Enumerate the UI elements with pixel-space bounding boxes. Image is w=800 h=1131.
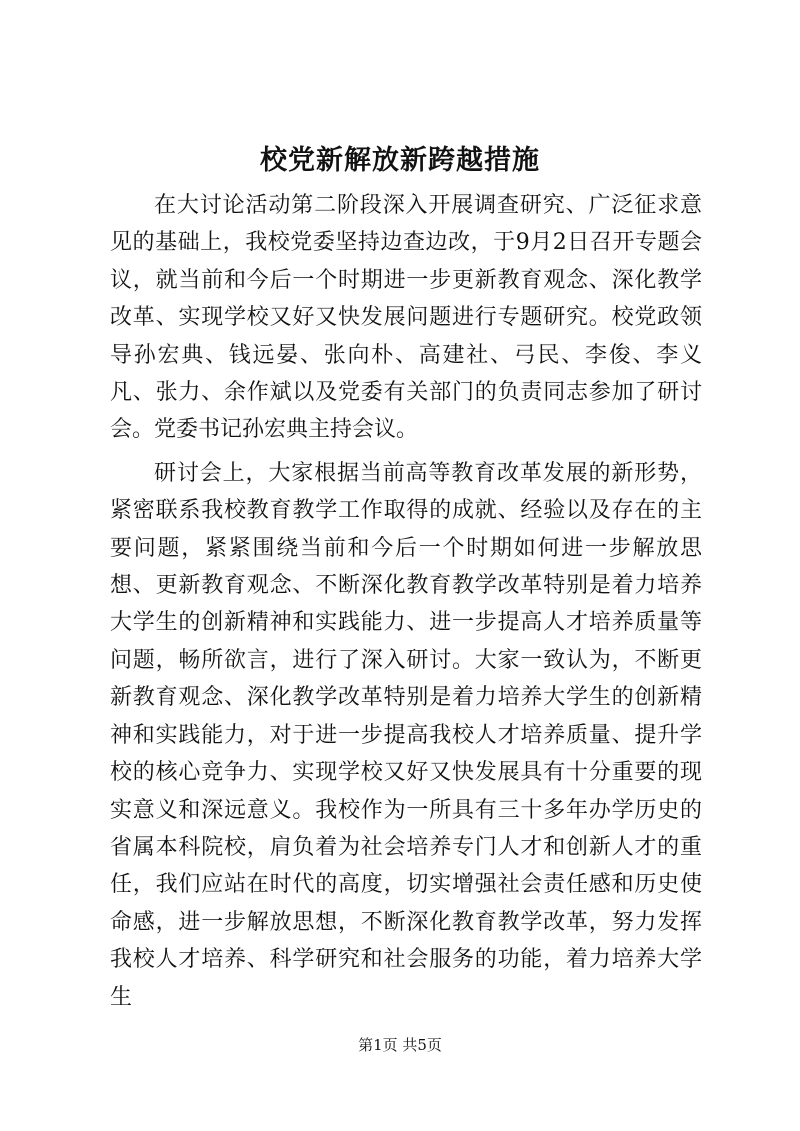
page-number-footer: 第1页 共5页 — [358, 1036, 442, 1054]
document-title: 校党新解放新跨越措施 — [260, 145, 540, 176]
paragraph-1: 在大讨论活动第二阶段深入开展调查研究、广泛征求意见的基础上，我校党委坚持边查边改，于9月2日召开专题会议，就当前和今后一个时期进一步更新教育观念、深化教学改革、实现学校又好又快发展问题进行专题研究。校党政领导孙宏典、钱远晏、张向朴、高建社、弓民、李俊、李义凡、张力、余作斌以及党委有关部门的负责同志参加了研讨会。党委书记孙宏典主持会议。 — [110, 193, 702, 443]
paragraph-2: 研讨会上，大家根据当前高等教育改革发展的新形势，紧密联系我校教育教学工作取得的成就、经验以及存在的主要问题，紧紧围绕当前和今后一个时期如何进一步解放思想、更新教育观念、不断深化教育教学改革特别是着力培养大学生的创新精神和实践能力、进一步提高人才培养质量等问题，畅所欲言，进行了深入研讨。大家一致认为，不断更新教育观念、深化教学改革特别是着力培养大学生的创新精神和实践能力，对于进一步提高我校人才培养质量、提升学校的核心竞争力、实现学校又好又快发展具有十分重要的现实意义和深远意义。我校作为一所具有三十多年办学历史的省属本科院校，肩负着为社会培养专门人才和创新人才的重任，我们应站在时代的高度，切实增强社会责任感和历史使命感，进一步解放思想，不断深化教育教学改革，努力发挥我校人才培养、科学研究和社会服务的功能，着力培养大学生 — [110, 460, 702, 1010]
document-body — [110, 187, 702, 1016]
